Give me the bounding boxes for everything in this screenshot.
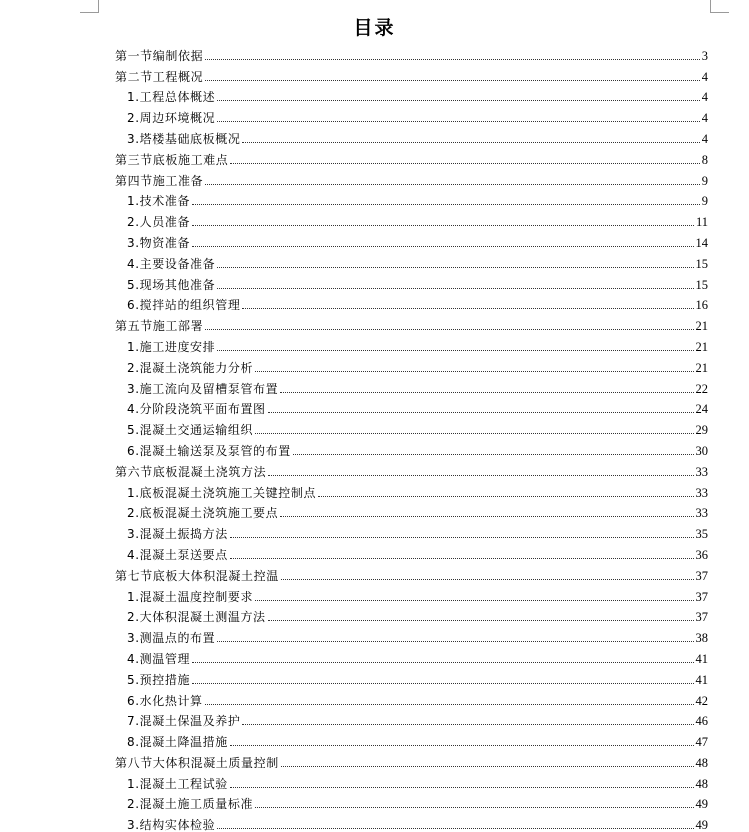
toc-entry-page-number: 47 bbox=[695, 735, 708, 750]
dot-leader bbox=[217, 288, 693, 289]
toc-entry-label: 2.混凝土施工质量标准 bbox=[127, 797, 254, 812]
toc-entry-page-number: 48 bbox=[695, 755, 708, 770]
toc-subsection-entry[interactable] bbox=[115, 292, 708, 313]
dot-leader bbox=[217, 641, 693, 642]
toc-subsection-entry[interactable] bbox=[115, 624, 708, 645]
dot-leader bbox=[217, 121, 700, 122]
toc-entry-label: 6.搅拌站的组织管理 bbox=[127, 298, 241, 313]
toc-entry-label: 8.混凝土降温措施 bbox=[127, 735, 228, 750]
toc-entry-page-number: 3 bbox=[701, 48, 708, 63]
toc-entry-label: 3.物资准备 bbox=[127, 235, 191, 250]
dot-leader bbox=[293, 454, 694, 455]
toc-section-entry[interactable] bbox=[115, 167, 708, 188]
dot-leader bbox=[230, 558, 694, 559]
toc-entry-page-number: 48 bbox=[695, 776, 708, 791]
dot-leader bbox=[268, 475, 693, 476]
toc-entry-page-number: 36 bbox=[695, 547, 708, 562]
toc-entry-page-number: 33 bbox=[695, 464, 708, 479]
toc-entry-label: 6.混凝土输送泵及泵管的布置 bbox=[127, 443, 291, 458]
toc-entry-page-number: 30 bbox=[695, 443, 708, 458]
dot-leader bbox=[268, 412, 694, 413]
toc-subsection-entry[interactable] bbox=[115, 250, 708, 271]
crop-mark-right bbox=[710, 0, 729, 13]
toc-entry-label: 3.结构实体检验 bbox=[127, 818, 216, 832]
toc-entry-label: 1.工程总体概述 bbox=[127, 90, 216, 105]
toc-entry-page-number: 33 bbox=[695, 485, 708, 500]
toc-entry-page-number: 4 bbox=[701, 90, 708, 105]
dot-leader bbox=[192, 225, 694, 226]
page-title: 目录 bbox=[353, 17, 396, 39]
dot-leader bbox=[217, 267, 693, 268]
toc-subsection-entry[interactable] bbox=[115, 583, 708, 604]
dot-leader bbox=[205, 80, 700, 81]
dot-leader bbox=[217, 828, 693, 829]
toc-subsection-entry[interactable] bbox=[115, 645, 708, 666]
toc-subsection-entry[interactable] bbox=[115, 84, 708, 105]
dot-leader bbox=[318, 496, 693, 497]
toc-subsection-entry[interactable] bbox=[115, 125, 708, 146]
dot-leader bbox=[230, 745, 694, 746]
dot-leader bbox=[192, 246, 693, 247]
toc-entry-page-number: 21 bbox=[695, 360, 708, 375]
toc-entry-label: 3.施工流向及留槽泵管布置 bbox=[127, 381, 279, 396]
toc-entry-label: 1.施工进度安排 bbox=[127, 339, 216, 354]
toc-entry-page-number: 22 bbox=[695, 381, 708, 396]
toc-entry-label: 第四节施工准备 bbox=[115, 173, 204, 188]
toc-entry-label: 第一节编制依据 bbox=[115, 48, 204, 63]
toc-entry-label: 4.分阶段浇筑平面布置图 bbox=[127, 402, 266, 417]
dot-leader bbox=[230, 163, 699, 164]
toc-entry-page-number: 41 bbox=[695, 651, 708, 666]
dot-leader bbox=[205, 329, 693, 330]
toc-entry-label: 第五节施工部署 bbox=[115, 319, 204, 334]
crop-mark-left bbox=[80, 0, 99, 13]
dot-leader bbox=[242, 308, 693, 309]
toc-entry-page-number: 4 bbox=[701, 69, 708, 84]
toc-entry-page-number: 41 bbox=[695, 672, 708, 687]
dot-leader bbox=[242, 142, 699, 143]
toc-entry-label: 第六节底板混凝土浇筑方法 bbox=[115, 464, 267, 479]
toc-entry-label: 第三节底板施工难点 bbox=[115, 152, 229, 167]
toc-subsection-entry[interactable] bbox=[115, 541, 708, 562]
toc-entry-page-number: 35 bbox=[695, 527, 708, 542]
toc-entry-page-number: 4 bbox=[701, 111, 708, 126]
toc-entry-label: 4.混凝土泵送要点 bbox=[127, 547, 228, 562]
toc-entry-label: 2.底板混凝土浇筑施工要点 bbox=[127, 506, 279, 521]
toc-subsection-entry[interactable] bbox=[115, 437, 708, 458]
dot-leader bbox=[281, 579, 694, 580]
toc-entry-label: 3.塔楼基础底板概况 bbox=[127, 131, 241, 146]
toc-subsection-entry[interactable] bbox=[115, 396, 708, 417]
toc-entry-label: 第八节大体积混凝土质量控制 bbox=[115, 755, 279, 770]
dot-leader bbox=[255, 433, 693, 434]
toc-subsection-entry[interactable] bbox=[115, 770, 708, 791]
toc-subsection-entry[interactable] bbox=[115, 479, 708, 500]
toc-entry-page-number: 37 bbox=[695, 568, 708, 583]
toc-subsection-entry[interactable] bbox=[115, 416, 708, 437]
dot-leader bbox=[281, 766, 694, 767]
toc-section-entry[interactable] bbox=[115, 312, 708, 333]
toc-entry-page-number: 21 bbox=[695, 339, 708, 354]
dot-leader bbox=[255, 600, 693, 601]
toc-entry-page-number: 21 bbox=[695, 319, 708, 334]
toc-entry-page-number: 8 bbox=[701, 152, 708, 167]
toc-section-entry[interactable] bbox=[115, 42, 708, 63]
dot-leader bbox=[217, 100, 700, 101]
toc-entry-label: 5.混凝土交通运输组织 bbox=[127, 423, 254, 438]
toc-entry-page-number: 29 bbox=[695, 423, 708, 438]
dot-leader bbox=[230, 787, 694, 788]
toc-subsection-entry[interactable] bbox=[115, 271, 708, 292]
toc-entry-label: 5.预控措施 bbox=[127, 672, 191, 687]
toc-entry-label: 4.主要设备准备 bbox=[127, 256, 216, 271]
dot-leader bbox=[205, 184, 700, 185]
toc-subsection-entry[interactable] bbox=[115, 687, 708, 708]
toc-subsection-entry[interactable] bbox=[115, 188, 708, 209]
toc-subsection-entry[interactable] bbox=[115, 333, 708, 354]
dot-leader bbox=[280, 392, 693, 393]
toc-entry-label: 2.大体积混凝土测温方法 bbox=[127, 610, 266, 625]
toc-subsection-entry[interactable] bbox=[115, 208, 708, 229]
toc-entry-page-number: 16 bbox=[695, 298, 708, 313]
toc-entry-page-number: 9 bbox=[701, 194, 708, 209]
toc-entry-label: 3.混凝土振捣方法 bbox=[127, 527, 228, 542]
dot-leader bbox=[230, 537, 694, 538]
toc-entry-page-number: 42 bbox=[695, 693, 708, 708]
dot-leader bbox=[205, 59, 700, 60]
toc-entry-label: 3.测温点的布置 bbox=[127, 631, 216, 646]
toc-entry-page-number: 49 bbox=[695, 818, 708, 832]
toc-subsection-entry[interactable] bbox=[115, 791, 708, 812]
toc-subsection-entry[interactable] bbox=[115, 666, 708, 687]
toc-entry-page-number: 37 bbox=[695, 610, 708, 625]
toc-entry-label: 2.混凝土浇筑能力分析 bbox=[127, 360, 254, 375]
toc-entry-label: 6.水化热计算 bbox=[127, 693, 203, 708]
dot-leader bbox=[280, 516, 693, 517]
toc-entry-page-number: 37 bbox=[695, 589, 708, 604]
toc-entry-label: 4.测温管理 bbox=[127, 651, 191, 666]
toc-section-entry[interactable] bbox=[115, 749, 708, 770]
dot-leader bbox=[242, 724, 693, 725]
toc-entry-label: 1.技术准备 bbox=[127, 194, 191, 209]
dot-leader bbox=[255, 807, 693, 808]
toc-entry-page-number: 49 bbox=[695, 797, 708, 812]
toc-subsection-entry[interactable] bbox=[115, 811, 708, 832]
toc-entry-label: 1.混凝土工程试验 bbox=[127, 776, 228, 791]
toc-subsection-entry[interactable] bbox=[115, 354, 708, 375]
toc-entry-label: 2.周边环境概况 bbox=[127, 111, 216, 126]
toc-entry-label: 第二节工程概况 bbox=[115, 69, 204, 84]
toc-section-entry[interactable] bbox=[115, 562, 708, 583]
toc-entry-label: 5.现场其他准备 bbox=[127, 277, 216, 292]
toc-subsection-entry[interactable] bbox=[115, 708, 708, 729]
dot-leader bbox=[205, 704, 694, 705]
table-of-contents bbox=[115, 42, 708, 832]
toc-entry-label: 第七节底板大体积混凝土控温 bbox=[115, 568, 279, 583]
toc-subsection-entry[interactable] bbox=[115, 229, 708, 250]
toc-entry-page-number: 14 bbox=[695, 235, 708, 250]
dot-leader bbox=[217, 350, 693, 351]
dot-leader bbox=[255, 371, 693, 372]
toc-subsection-entry[interactable] bbox=[115, 604, 708, 625]
toc-subsection-entry[interactable] bbox=[115, 375, 708, 396]
toc-subsection-entry[interactable] bbox=[115, 520, 708, 541]
dot-leader bbox=[192, 662, 693, 663]
toc-entry-label: 7.混凝土保温及养护 bbox=[127, 714, 241, 729]
toc-entry-page-number: 9 bbox=[701, 173, 708, 188]
toc-entry-page-number: 15 bbox=[695, 256, 708, 271]
toc-subsection-entry[interactable] bbox=[115, 728, 708, 749]
toc-section-entry[interactable] bbox=[115, 63, 708, 84]
dot-leader bbox=[192, 683, 693, 684]
toc-entry-page-number: 4 bbox=[701, 131, 708, 146]
toc-entry-page-number: 15 bbox=[695, 277, 708, 292]
toc-entry-page-number: 38 bbox=[695, 631, 708, 646]
toc-subsection-entry[interactable] bbox=[115, 500, 708, 521]
toc-entry-label: 1.混凝土温度控制要求 bbox=[127, 589, 254, 604]
toc-entry-label: 2.人员准备 bbox=[127, 215, 191, 230]
toc-entry-page-number: 46 bbox=[695, 714, 708, 729]
toc-entry-page-number: 11 bbox=[695, 215, 708, 230]
dot-leader bbox=[268, 620, 694, 621]
toc-entry-label: 1.底板混凝土浇筑施工关键控制点 bbox=[127, 485, 317, 500]
toc-section-entry[interactable] bbox=[115, 146, 708, 167]
toc-section-entry[interactable] bbox=[115, 458, 708, 479]
toc-entry-page-number: 33 bbox=[695, 506, 708, 521]
dot-leader bbox=[192, 204, 700, 205]
toc-subsection-entry[interactable] bbox=[115, 104, 708, 125]
toc-entry-page-number: 24 bbox=[695, 402, 708, 417]
